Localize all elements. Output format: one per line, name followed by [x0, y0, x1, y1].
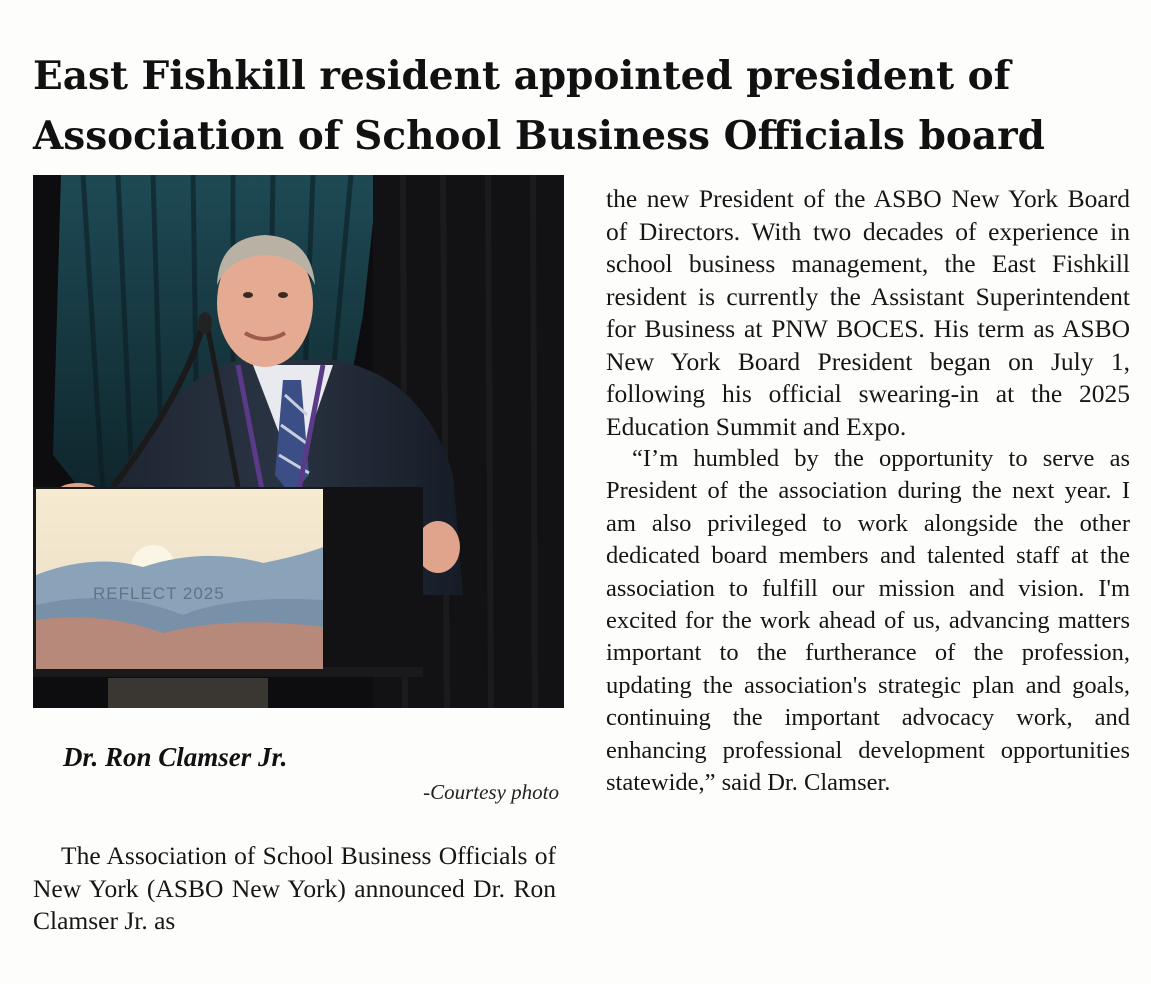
- podium: [33, 487, 423, 708]
- photo-caption-name: Dr. Ron Clamser Jr.: [63, 742, 288, 772]
- headline: [33, 46, 1123, 166]
- body-column-right: [606, 183, 1130, 799]
- headline-line-2: Association of School Business Officials board: [33, 113, 1045, 159]
- body-paragraph-continued: the new President of the ASBO New York Board of Directors. With two decades of experience in school business management, the East Fishkill resident is currently the Assistant Superintendent for Business at PNW BOCES. His term as ASBO New York Board President began on July 1, following his official swearing-in at the 2025 Education Summit and Expo.: [606, 184, 1130, 441]
- body-paragraph-intro: The Association of School Business Officials of New York (ASBO New York) announced Dr. Ron Clamser Jr. as: [33, 841, 556, 935]
- headline-line-1: East Fishkill resident appointed president of: [33, 53, 1011, 99]
- photo-illustration: [33, 175, 564, 708]
- article-photo: [33, 175, 564, 708]
- photo-credit: -Courtesy photo: [423, 780, 559, 804]
- body-column-left: [33, 840, 556, 938]
- podium-sign-text: REFLECT 2025: [93, 584, 225, 603]
- body-paragraph-quote: “I’m humbled by the opportunity to serve as President of the association during the next year. I am also privileged to work alongside the other dedicated board members and talented staff at the association to fulfill our mission and vision. I'm excited for the work ahead of us, advancing matters important to the furtherance of the profession, updating the association's strategic plan and goals, continuing the important advocacy work, and enhancing professional development opportunities statewide,” said Dr. Clamser.: [606, 445, 1130, 797]
